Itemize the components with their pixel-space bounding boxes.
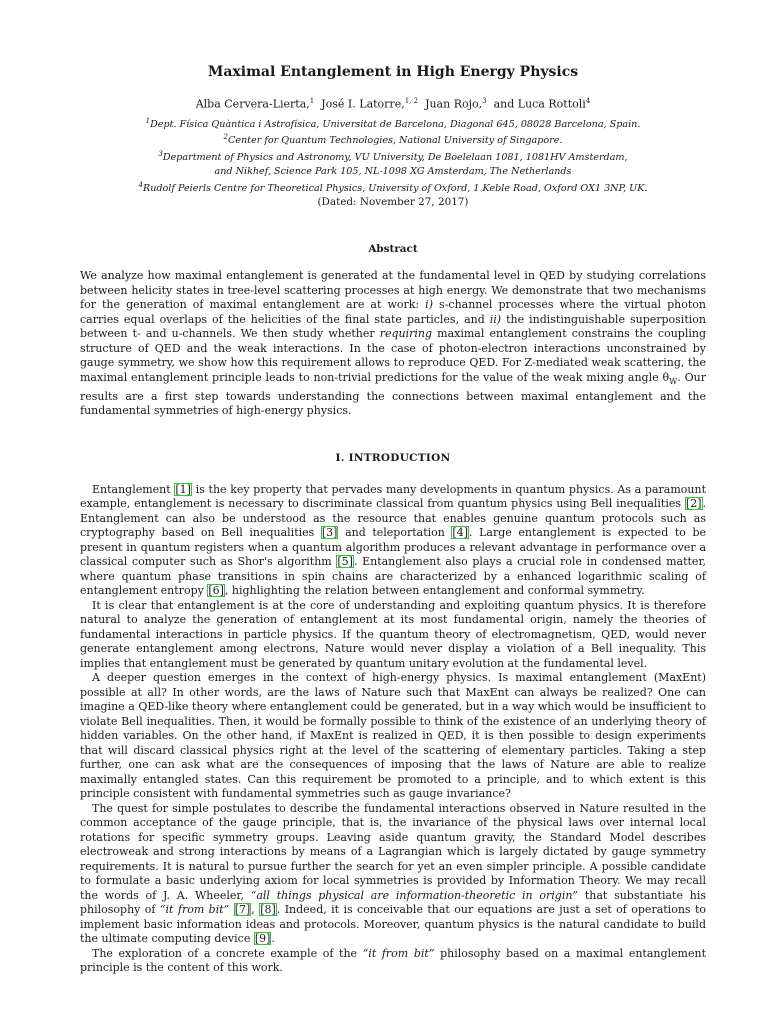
affil-text: and Nikhef, Science Park 105, NL-1098 XG Amsterdam, The Netherlands	[214, 166, 572, 177]
affil-text: Dept. Física Quàntica i Astrofísica, Universitat de Barcelona, Diagonal 645, 08028 Barcelona, Spain.	[150, 118, 641, 130]
author-affil-mark: 3	[482, 97, 487, 105]
author-affil-mark: 1	[309, 97, 315, 105]
intro-paragraph	[80, 802, 706, 947]
it-from-bit-quote: “it from bit”	[362, 946, 435, 960]
text-chunk: . Indeed, it is conceivable that our equations are just a set of operations to implement basic information ideas and protocols. Moreover, quantum physics is the natural candidate to build the ultimate computing device	[80, 903, 706, 946]
affiliation	[80, 179, 706, 196]
citation-link[interactable]: [8]	[260, 903, 276, 917]
it-from-bit-quote: “it from bit”	[159, 903, 230, 917]
section-heading: I. INTRODUCTION	[335, 451, 451, 464]
author-list	[80, 97, 706, 111]
author-name: José I. Latorre,	[321, 97, 405, 111]
abstract-chunk: s-channel processes where the virtual photon carries equal overlaps of the helicities of the final state particles, and	[80, 298, 706, 326]
citation-link[interactable]: [4]	[452, 526, 469, 540]
intro-paragraph	[80, 671, 706, 802]
affiliation	[80, 148, 706, 165]
text-chunk: The exploration of a concrete example of the	[92, 946, 363, 960]
citation-link[interactable]: [3]	[321, 526, 338, 540]
abstract-chunk: ii)	[489, 312, 502, 326]
text-chunk: that substantiate his philosophy of	[80, 888, 706, 917]
citation-link[interactable]: [9]	[254, 932, 271, 946]
text-chunk: Entanglement	[92, 482, 175, 496]
author-name: Alba Cervera-Lierta,	[195, 97, 310, 111]
affil-mark: 1	[145, 116, 151, 125]
text-chunk: . Large entanglement is expected to be present in quantum registers when a quantum algorithm produces a relevant advantage in performance over a classical computer such as Shor's algorithm	[80, 526, 706, 569]
abstract-chunk: maximal entanglement constrains the coupling structure of QED and the weak interactions. In the case of photon-electron interactions unconstrained by gauge symmetry, we show how this requirement allows to reproduce QED. For Z-mediated weak scattering, the maximal entanglement principle leads to non-trivial predictions for the value of the weak mixing angle θ	[80, 327, 706, 384]
paper-page	[80, 64, 706, 976]
wheeler-quote: “all things physical are information-theoretic in origin”	[250, 888, 579, 902]
dated-line: (Dated: November 27, 2017)	[317, 196, 469, 209]
author-name: and Luca Rottoli	[493, 97, 586, 111]
affil-text: Rudolf Peierls Centre for Theoretical Physics, University of Oxford, 1 Keble Road, Oxford OX1 3NP, UK.	[142, 182, 648, 194]
affil-mark: 2	[223, 133, 228, 142]
intro-paragraph	[80, 483, 706, 599]
affil-text: Department of Physics and Astronomy, VU University, De Boelelaan 1081, 1081HV Amsterdam,	[162, 152, 628, 164]
affil-text: Center for Quantum Technologies, National University of Singapore.	[227, 135, 563, 147]
author-affil-mark: 4	[585, 97, 591, 105]
abstract-chunk: . Our results are a first step towards understanding the connections between maximal entanglement and the fundamental symmetries of high-energy physics.	[80, 370, 706, 418]
abstract-chunk: W	[669, 377, 678, 387]
affil-mark: 3	[158, 150, 163, 159]
affiliation	[80, 165, 706, 179]
text-chunk: .	[271, 932, 275, 946]
abstract-text	[80, 269, 706, 418]
paper-title: Maximal Entanglement in High Energy Physics	[207, 64, 579, 80]
abstract-heading: Abstract	[368, 243, 418, 256]
affiliation	[80, 115, 706, 132]
text-chunk: and teleportation	[338, 526, 452, 540]
intro-paragraph	[80, 599, 706, 672]
abstract-chunk: i)	[425, 298, 433, 312]
text-chunk: The quest for simple postulates to describe the fundamental interactions observed in Nature resulted in the common acceptance of the gauge principle, that is, the invariance of the physical laws over internal local rotations for specific symmetry groups. Leaving aside quantum gravity, the Standard Model describes electroweak and strong interactions by means of a Lagrangian which is largely dictated by gauge symmetry requirements. It is natural to pursue further the search for yet an even simpler principle. A possible candidate to formulate a basic underlying axiom for local symmetries is provided by Information Theory. We may recall the words of J. A. Wheeler,	[80, 801, 706, 902]
author-affil-mark: 1, 2	[404, 97, 419, 105]
text-chunk: , highlighting the relation between entanglement and conformal symmetry.	[224, 584, 645, 598]
text-chunk: is the key property that pervades many developments in quantum physics. As a paramount example, entanglement is necessary to discriminate classical from quantum physics using Bell inequalities	[80, 482, 706, 511]
text-chunk: . Entanglement can also be understood as the resource that enables genuine quantum protocols such as cryptography based on Bell inequalities	[80, 497, 706, 540]
affiliation	[80, 131, 706, 148]
citation-link[interactable]: [5]	[337, 555, 353, 569]
abstract-chunk: requiring	[379, 327, 433, 341]
citation-link[interactable]: [1]	[175, 482, 191, 496]
author-name: Juan Rojo,	[425, 97, 483, 111]
text-chunk: ,	[251, 903, 260, 917]
citation-link[interactable]: [6]	[208, 584, 224, 598]
abstract-chunk: We analyze how maximal entanglement is generated at the fundamental level in QED by studying correlations between helicity states in tree-level scattering processes at high energy. We demonstrate that two mechanisms for the generation of maximal entanglement are at work:	[80, 269, 706, 312]
text-chunk: philosophy based on a maximal entanglement principle is the content of this work.	[80, 946, 706, 975]
citation-link[interactable]: [2]	[685, 497, 702, 511]
abstract-chunk: the indistinguishable superposition between t- and u-channels. We then study whether	[80, 312, 706, 341]
citation-link[interactable]: [7]	[234, 903, 251, 917]
intro-paragraph	[80, 947, 706, 976]
affil-mark: 4	[138, 180, 143, 189]
text-chunk: A deeper question emerges in the context of high-energy physics. Is maximal entanglement (MaxEnt) possible at all? In other words, are the laws of Nature such that MaxEnt can always be realized? One can imagine a QED-like theory where entanglement could be generated, but in a way which would be insufficient to violate Bell inequalities. Then, it would be formally possible to think of the existence of an underlying theory of hidden variables. On the other hand, if MaxEnt is realized in QED, it is then possible to design experiments that will discard classical physics right at the level of the scattering of elementary particles. Taking a step further, one can ask what are the consequences of imposing that the laws of Nature are able to realize maximally entangled states. Can this requirement be promoted to a principle, and to which extent is this principle consistent with fundamental symmetries such as gauge invariance?	[80, 671, 706, 801]
text-chunk: . Entanglement also plays a crucial role in condensed matter, where quantum phase transitions in spin chains are characterized by a enhanced logarithmic scaling of entanglement entropy	[80, 555, 706, 598]
text-chunk: It is clear that entanglement is at the core of understanding and exploiting quantum physics. It is therefore natural to analyze the generation of entanglement at its most fundamental origin, namely the theories of fundamental interactions in particle physics. If the quantum theory of electromagnetism, QED, would never generate entanglement among electrons, Nature would never display a violation of a Bell inequality. This implies that entanglement must be generated by quantum unitary evolution at the fundamental level.	[80, 598, 706, 670]
